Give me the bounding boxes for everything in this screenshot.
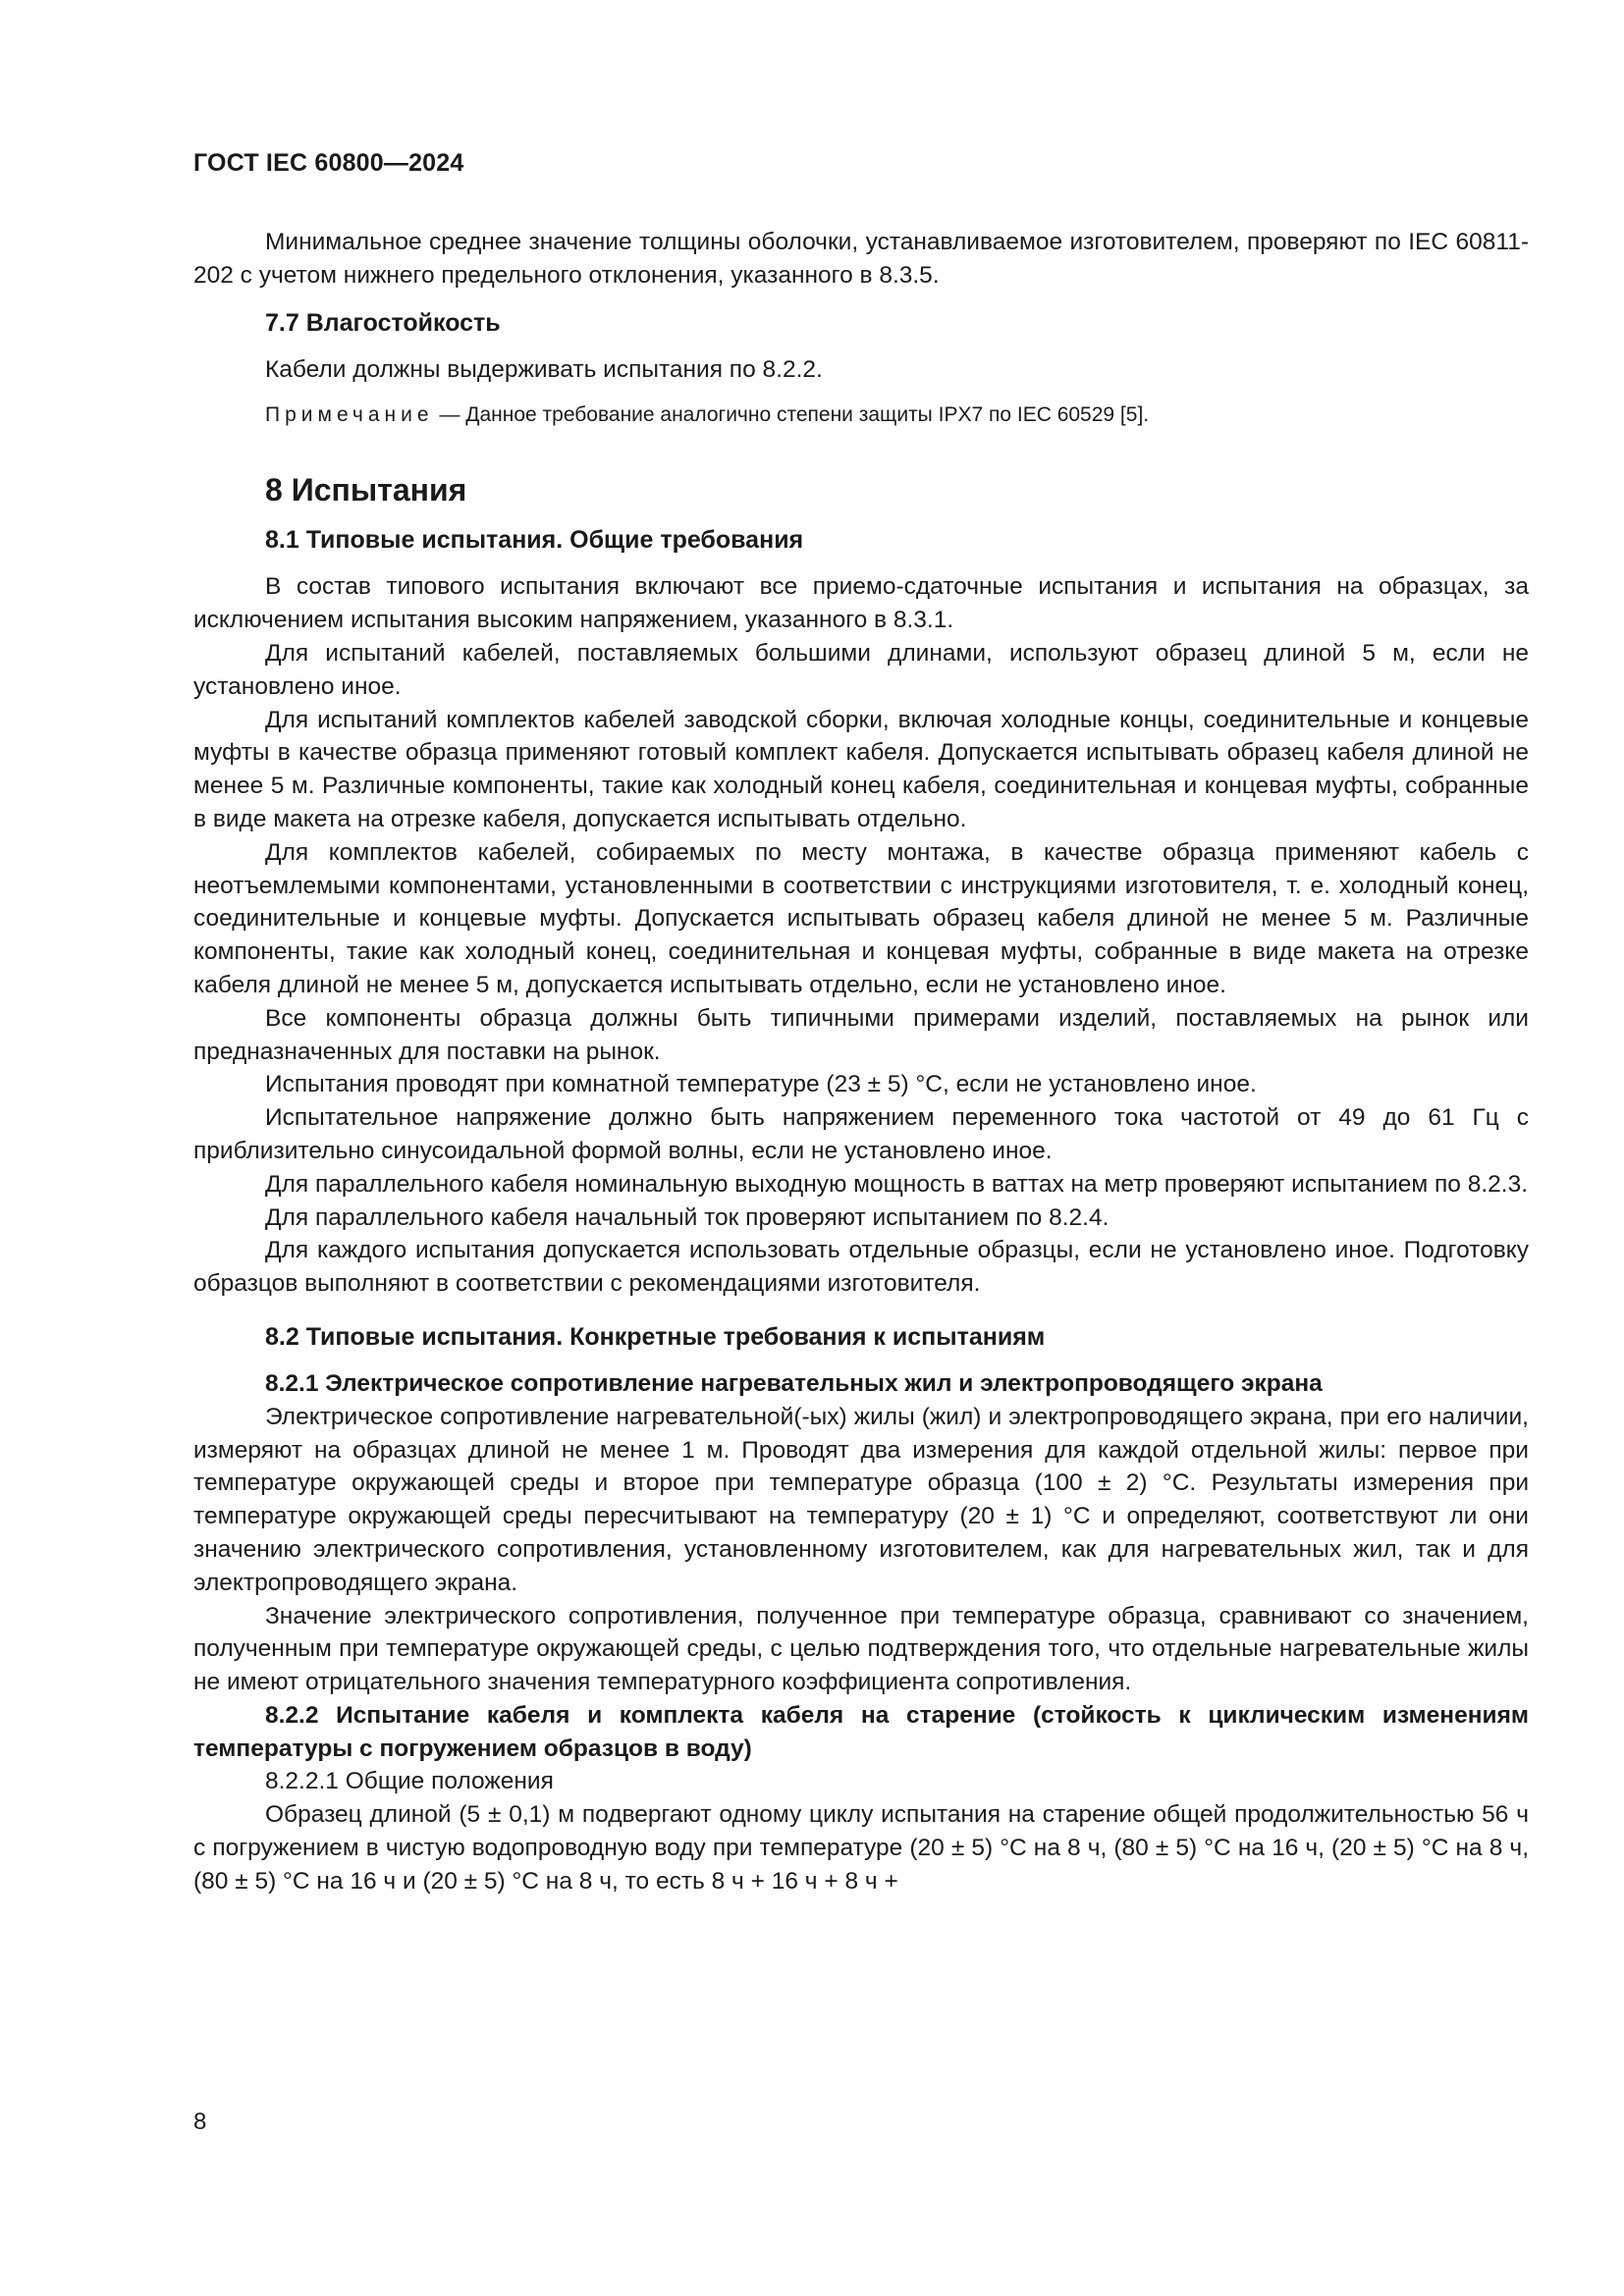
paragraph: В состав типового испытания включают все приемо-сдаточные испытания и испытания на образцах, за исключением испытания высоким напряжением, указанного в 8.3.1. — [193, 573, 1529, 634]
paragraph: Для испытаний комплектов кабелей заводской сборки, включая холодные концы, соединительные и концевые муфты в качестве образца применяют готовый комплект кабеля. Допускается испытывать образец кабеля длиной не менее 5 м. Различные компоненты, такие как холодный конец кабеля, соединительная и концевая муфты, собранные в виде макета на отрезке кабеля, допускается испытывать отдельно. — [193, 706, 1529, 832]
paragraph: Электрическое сопротивление нагревательной(-ых) жилы (жил) и электропроводящего экрана, при его наличии, измеряют на образцах длиной не менее 1 м. Проводят два измерения для каждой отдельной жилы: первое при температуре окружающей среды и второе при температуре образца (100 ± 2) °С. Результаты измерения при температуре окружающей среды пересчитывают на температуру (20 ± 1) °С и определяют, соответствуют ли они значению электрического сопротивления, установленному изготовителем, как для нагревательных жил, так и для электропроводящего экрана. — [193, 1403, 1529, 1596]
section-heading-7-7: 7.7 Влагостойкость — [265, 308, 501, 337]
section-heading-8-2-2: 8.2.2 Испытание кабеля и комплекта кабеля на старение (стойкость к циклическим изменениям температуры с погружением образцов в воду) — [193, 1701, 1529, 1762]
paragraph: Для параллельного кабеля начальный ток проверяют испытанием по 8.2.4. — [265, 1203, 1110, 1231]
note-label: Примечание — [265, 403, 434, 427]
paragraph: Испытания проводят при комнатной температуре (23 ± 5) °С, если не установлено иное. — [265, 1071, 1257, 1098]
note-text: — Данное требование аналогично степени защиты IPX7 по IEC 60529 [5]. — [433, 403, 1150, 427]
section-heading-8-2-1: 8.2.1 Электрическое сопротивление нагревательных жил и электропроводящего экрана — [265, 1369, 1323, 1397]
document-body — [193, 226, 1529, 1898]
document-header: ГОСТ IEC 60800—2024 — [193, 149, 464, 177]
paragraph: Для комплектов кабелей, собираемых по месту монтажа, в качестве образца применяют кабель с неотъемлемыми компонентами, установленными в соответствии с инструкциями изготовителя, т. е. холодный конец, соединительные и концевые муфты. Допускается испытывать образец кабеля длиной не менее 5 м. Различные компоненты, такие как холодный конец, соединительная и концевая муфты, собранные в виде макета на отрезке кабеля длиной не менее 5 м, допускается испытывать отдельно, если не установлено иное. — [193, 838, 1529, 998]
paragraph: Кабели должны выдерживать испытания по 8.2.2. — [265, 355, 823, 383]
section-heading-8-2: 8.2 Типовые испытания. Конкретные требования к испытаниям — [265, 1322, 1046, 1351]
paragraph: Образец длиной (5 ± 0,1) м подвергают одному циклу испытания на старение общей продолжительностью 56 ч с погружением в чистую водопроводную воду при температуре (20 ± 5) °С на 8 ч, (80 ± 5) °С на 16 ч, (20 ± 5) °С на 8 ч, (80 ± 5) °С на 16 ч и (20 ± 5) °С на 8 ч, то есть 8 ч + 16 ч + 8 ч + — [193, 1801, 1529, 1895]
paragraph: Для каждого испытания допускается использовать отдельные образцы, если не установлено иное. Подготовку образцов выполняют в соответствии с рекомендациями изготовителя. — [193, 1237, 1529, 1298]
note — [193, 400, 1529, 431]
paragraph: Значение электрического сопротивления, полученное при температуре образца, сравнивают со значением, полученным при температуре окружающей среды, с целью подтверждения того, что отдельные нагревательные жилы не имеют отрицательного значения температурного коэффициента сопротивления. — [193, 1602, 1529, 1696]
paragraph: Для параллельного кабеля номинальную выходную мощность в ваттах на метр проверяют испытанием по 8.2.3. — [265, 1170, 1529, 1198]
paragraph: Минимальное среднее значение толщины оболочки, устанавливаемое изготовителем, проверяют по IEC 60811-202 с учетом нижнего предельного отклонения, указанного в 8.3.5. — [193, 229, 1529, 289]
page-number: 8 — [193, 2109, 207, 2135]
paragraph: Все компоненты образца должны быть типичными примерами изделий, поставляемых на рынок или предназначенных для поставки на рынок. — [193, 1004, 1529, 1065]
section-heading-8-2-2-1: 8.2.2.1 Общие положения — [265, 1768, 554, 1795]
paragraph: Для испытаний кабелей, поставляемых большими длинами, используют образец длиной 5 м, если не установлено иное. — [193, 639, 1529, 700]
section-heading-8: 8 Испытания — [265, 472, 467, 508]
section-heading-8-1: 8.1 Типовые испытания. Общие требования — [265, 526, 804, 555]
paragraph: Испытательное напряжение должно быть напряжением переменного тока частотой от 49 до 61 Гц с приблизительно синусоидальной формой волны, если не установлено иное. — [193, 1104, 1529, 1164]
